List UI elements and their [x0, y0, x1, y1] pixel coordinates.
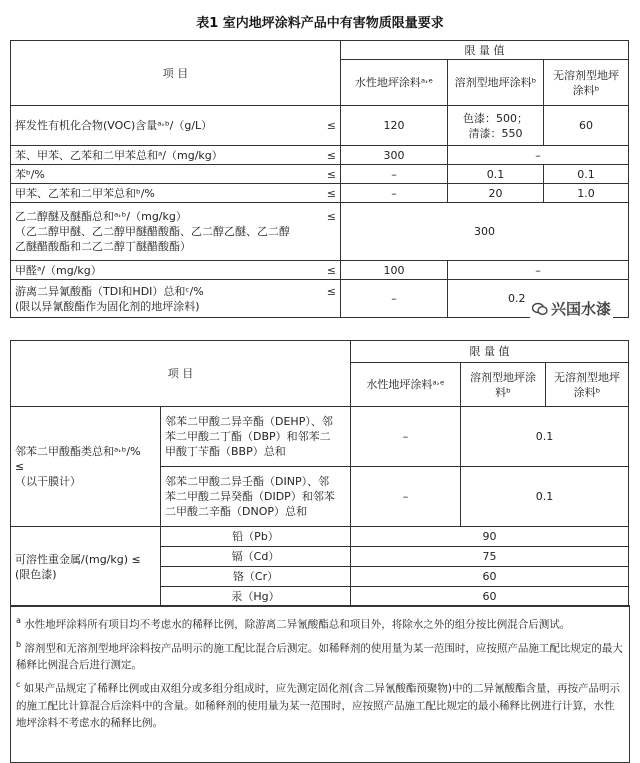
metal-value: 60	[351, 567, 629, 587]
table-row	[11, 527, 629, 547]
header-solventfree: 无溶剂型地坪涂料ᵇ	[546, 363, 629, 407]
le-symbol: ≤	[326, 148, 336, 162]
phthalate-label	[11, 407, 161, 527]
metal-name: 铬（Cr）	[161, 567, 351, 587]
footnote-mark: b	[16, 639, 22, 649]
row-item-line3: 乙醚醋酸酯和二乙二醇丁醚醋酸酯）	[15, 240, 191, 253]
le-symbol: ≤	[326, 167, 336, 181]
cell-solvent: 20	[448, 184, 544, 203]
metal-label-line2: (限色漆)	[15, 567, 57, 581]
header-solventfree: 无溶剂型地坪涂料ᵇ	[544, 60, 629, 106]
cell-water: 300	[341, 146, 448, 165]
footnote-c	[16, 676, 624, 732]
header-water: 水性地坪涂料ᵃ˒ᵉ	[351, 363, 461, 407]
watermark-text: 兴国水漆	[551, 300, 612, 318]
row-item: 甲醛ᵃ/（mg/kg）	[15, 263, 102, 277]
metal-name: 铅（Pb）	[161, 527, 351, 547]
header-water: 水性地坪涂料ᵃ˒ᵉ	[341, 60, 448, 106]
phthalate-sub-line1: 邻苯二甲酸二异辛酯（DEHP）、邻	[165, 415, 333, 428]
header-solvent: 溶剂型地坪涂料ᵇ	[448, 60, 544, 106]
le-symbol: ≤	[326, 284, 336, 298]
cell-solvent: 0.1	[448, 165, 544, 184]
cell-water: –	[341, 184, 448, 203]
header-limit: 限 量 值	[351, 341, 629, 363]
cell-rest: 0.1	[461, 467, 629, 527]
header-item: 项 目	[11, 341, 351, 407]
cell-solvent-b: 清漆：550	[468, 126, 523, 140]
le-symbol: ≤	[326, 119, 336, 132]
le-symbol: ≤	[326, 210, 336, 223]
footnote-mark: c	[16, 680, 21, 689]
metal-name: 镉（Cd）	[161, 547, 351, 567]
limits-table-1	[10, 40, 629, 318]
metal-label-line1: 可溶性重金属/(mg/kg)	[15, 552, 129, 566]
cell-water: –	[341, 165, 448, 184]
footnote-mark: a	[16, 616, 21, 625]
cell-water: –	[351, 467, 461, 527]
cell-water: –	[351, 407, 461, 467]
cell-solvent	[448, 106, 544, 146]
row-item: 苯、甲苯、乙苯和二甲苯总和ᵃ/（mg/kg）	[15, 148, 223, 162]
footnote-text: 溶剂型和无溶剂型地坪涂料按产品明示的施工配比混合后测定。如稀释剂的使用量为某一范围时，应按照产品施工配比规定的最大稀释比例混合后进行测定。	[16, 642, 623, 671]
cell-water: 100	[341, 261, 448, 280]
footnotes	[10, 605, 630, 763]
phthalate-label-line1: 邻苯二甲酸酯类总和ᵃ˒ᵇ/%	[15, 445, 141, 458]
row-item: 苯ᵇ/%	[15, 167, 45, 181]
cell-rest: 0.1	[461, 407, 629, 467]
table-row	[11, 184, 629, 203]
phthalate-sub-line3: 甲酸丁苄酯（BBP）总和	[165, 445, 286, 458]
metal-name: 汞（Hg）	[161, 587, 351, 607]
header-solvent: 溶剂型地坪涂料ᵇ	[461, 363, 546, 407]
metal-label	[11, 527, 161, 607]
cell-value: 300	[341, 203, 629, 261]
phthalate-sub-line2: 苯二甲酸二丁酯（DBP）和邻苯二	[165, 430, 331, 443]
header-item: 项 目	[11, 41, 341, 106]
phthalate-label-line3: （以干膜计）	[15, 475, 81, 488]
cell-free: 1.0	[544, 184, 629, 203]
cell-rest: –	[448, 261, 629, 280]
phthalate-sub-line2: 苯二甲酸二异癸酯（DIDP）和邻苯	[165, 490, 335, 503]
table-row	[11, 261, 629, 280]
le-symbol: ≤	[15, 460, 25, 473]
cell-free: 60	[544, 106, 629, 146]
row-item-line1: 乙二醇醚及醚酯总和ᵃ˒ᵇ/（mg/kg）	[15, 210, 187, 223]
table-row	[11, 165, 629, 184]
page-title: 表1 室内地坪涂料产品中有害物质限量要求	[196, 16, 444, 31]
footnote-b	[16, 636, 624, 675]
header-limit: 限 量 值	[341, 41, 629, 60]
row-item-line2: （乙二醇甲醚、乙二醇甲醚醋酸酯、乙二醇乙醚、乙二醇	[15, 225, 290, 238]
row-item: 甲苯、乙苯和二甲苯总和ᵇ/%	[15, 186, 155, 200]
phthalate-sub-line3: 二甲酸二辛酯（DNOP）总和	[165, 505, 307, 518]
le-symbol: ≤	[326, 263, 336, 277]
row-item-line1: 游离二异氰酸酯（TDI和HDI）总和ᶜ/%	[15, 284, 204, 298]
cell-rest: 0.2	[448, 280, 629, 318]
table-row	[11, 203, 629, 261]
cell-water: –	[341, 280, 448, 318]
le-symbol: ≤	[326, 186, 336, 200]
wechat-icon	[532, 302, 548, 316]
table-row	[11, 106, 629, 146]
footnote-text: 如果产品规定了稀释比例或由双组分或多组分组成时，应先测定固化剂(含二异氰酸酯预聚物)中的二异氰酸酯含量，再按产品明示的施工配比计算混合后涂料中的含量。如稀释剂的使用量为某一范围时，应按照产品施工配比规定的最小稀释比例进行计算，水性地坪涂料不考虑水的稀释比例。	[16, 682, 620, 729]
footnote-a	[16, 612, 624, 634]
metal-value: 90	[351, 527, 629, 547]
table-row	[11, 146, 629, 165]
metal-value: 75	[351, 547, 629, 567]
footnote-text: 水性地坪涂料所有项目均不考虑水的稀释比例，除游离二异氰酸酯总和项目外，将除水之外的组分按比例混合后测试。	[24, 618, 571, 631]
limits-table-2	[10, 340, 629, 607]
cell-rest: –	[448, 146, 629, 165]
watermark	[530, 298, 613, 319]
row-item-line2: (限以异氰酸酯作为固化剂的地坪涂料)	[15, 299, 200, 313]
cell-solvent-a: 色漆：500；	[463, 111, 528, 125]
phthalate-sub-line1: 邻苯二甲酸二异壬酯（DINP）、邻	[165, 475, 330, 488]
table-row	[11, 407, 629, 467]
metal-value: 60	[351, 587, 629, 607]
cell-free: 0.1	[544, 165, 629, 184]
row-item: 挥发性有机化合物(VOC)含量ᵃ˒ᵇ/（g/L）	[15, 119, 213, 132]
cell-water: 120	[341, 106, 448, 146]
le-symbol: ≤	[131, 552, 141, 566]
